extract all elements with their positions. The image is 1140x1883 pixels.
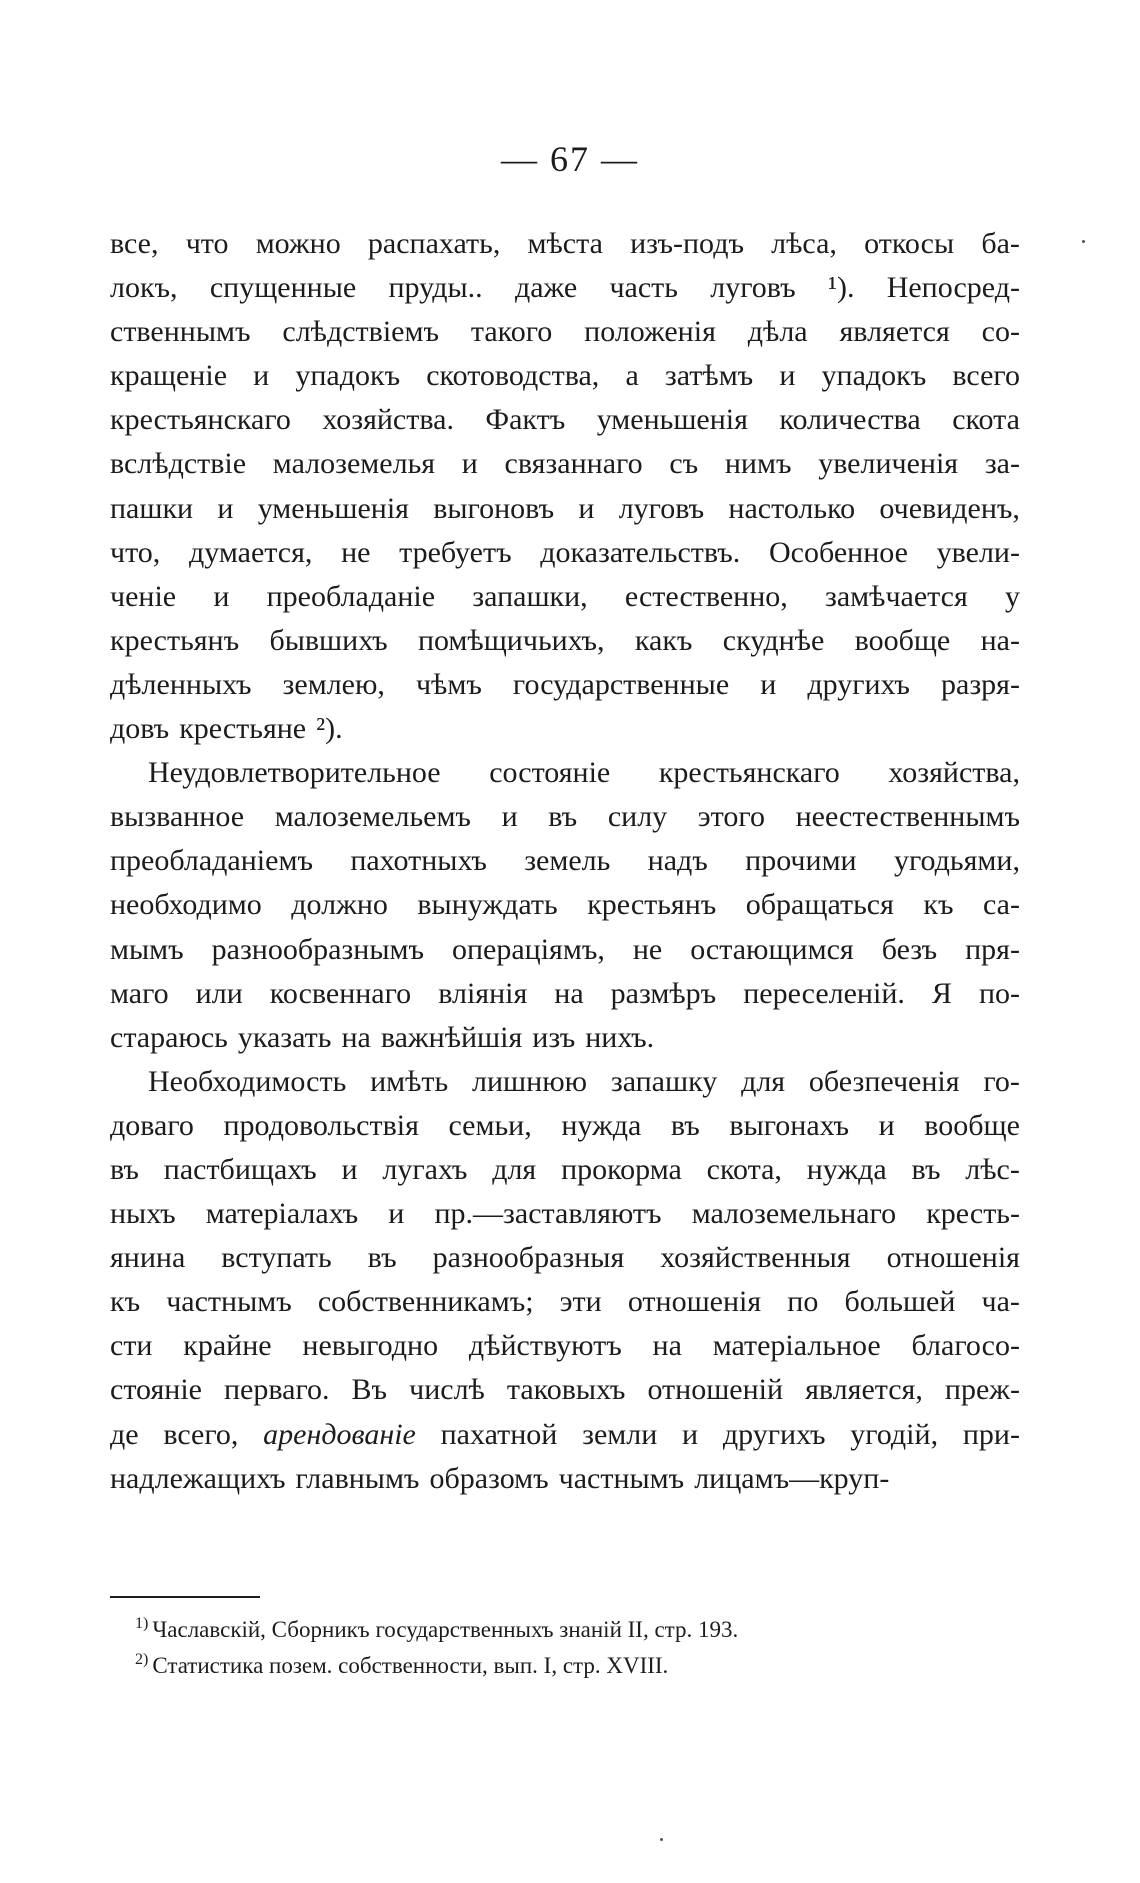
word: скота,	[706, 1152, 782, 1186]
word: де	[110, 1417, 139, 1451]
word: преобладаніе	[266, 579, 436, 613]
word: запашку	[610, 1064, 718, 1098]
text-line	[110, 1236, 1020, 1280]
word: положенія	[584, 315, 716, 349]
footnote-mark: 2)	[135, 1651, 149, 1668]
word: пруды..	[388, 271, 483, 305]
text-line	[110, 266, 1020, 310]
text-line	[110, 707, 1020, 751]
word: распахать,	[367, 227, 501, 260]
word: имѣть	[370, 1064, 449, 1098]
word: при-	[962, 1417, 1020, 1451]
word: арендованіе	[263, 1417, 416, 1451]
footnote-text: Статистика позем. собственности, вып. I, стр. XVIII.	[152, 1653, 669, 1678]
word: для	[741, 1064, 786, 1098]
word: дѣленныхъ	[110, 667, 252, 701]
word: въ	[367, 1241, 397, 1275]
text-line	[110, 398, 1020, 442]
word: лугахъ	[382, 1152, 468, 1186]
word: естественно,	[624, 579, 788, 613]
footnotes	[135, 1612, 955, 1684]
word: спущенные	[209, 271, 357, 305]
word: большей	[844, 1285, 956, 1319]
text-line	[110, 1016, 1020, 1060]
word: и	[217, 491, 234, 525]
text-line	[110, 531, 1020, 575]
text-line	[110, 310, 1020, 354]
text-line	[110, 1104, 1020, 1148]
word: преобладаніемъ	[110, 844, 313, 878]
word: настолько	[728, 491, 856, 525]
word: малоземелья	[272, 447, 436, 481]
word: затѣмъ	[664, 359, 754, 393]
word: мымъ	[110, 932, 184, 966]
word: безъ	[881, 932, 938, 966]
word: выгонахъ	[729, 1108, 850, 1142]
word: стараюсь	[110, 1020, 228, 1054]
word: количества	[779, 403, 921, 437]
word: вліянія	[438, 976, 528, 1010]
word: по-	[978, 976, 1020, 1010]
word: можно	[255, 227, 341, 260]
word: Особенное	[769, 535, 908, 569]
word: кращеніе	[110, 359, 228, 393]
word: размѣръ	[610, 976, 717, 1010]
word: продовольствія	[223, 1108, 419, 1142]
word: надлежащихъ	[110, 1461, 286, 1495]
word: матеріалахъ	[205, 1197, 359, 1231]
word: увеличенія	[818, 447, 959, 481]
word: стояніе	[110, 1373, 202, 1407]
word: ченіе	[110, 579, 177, 613]
word: земли	[582, 1417, 658, 1451]
word: прочими	[745, 844, 857, 878]
word: въ	[548, 800, 578, 834]
word: переселеній.	[743, 976, 905, 1010]
print-speck	[1082, 240, 1085, 243]
footnote-text: Чаславскій, Сборникъ государственныхъ знаній II, стр. 193.	[152, 1617, 739, 1642]
word: является	[839, 315, 950, 349]
word: не	[632, 932, 663, 966]
word: и	[388, 1197, 405, 1231]
word: по	[787, 1285, 819, 1319]
word: изъ	[532, 1020, 576, 1054]
word: ственнымъ	[110, 315, 251, 349]
word: и	[501, 800, 518, 834]
word: Неудовлетворительное	[148, 756, 441, 790]
word: ¹).	[827, 271, 855, 305]
text-line	[110, 1148, 1020, 1192]
word: угодьями,	[893, 844, 1020, 878]
word: выгоновъ	[433, 491, 555, 525]
word: вслѣдствіе	[110, 447, 247, 481]
paragraph	[110, 751, 1020, 1060]
word: пастбищахъ	[163, 1152, 317, 1186]
word: и	[878, 1108, 895, 1142]
word: думается,	[189, 535, 313, 569]
word: остающимся	[690, 932, 854, 966]
word: связаннаго	[504, 447, 643, 481]
word: локъ,	[110, 271, 178, 305]
word: надъ	[647, 844, 708, 878]
word: луговъ	[618, 491, 705, 525]
word: неестественнымъ	[795, 800, 1020, 834]
word: числѣ	[409, 1373, 485, 1407]
word: крестьянскаго	[110, 403, 291, 437]
word: запашки,	[472, 579, 588, 613]
word: лицамъ—круп-	[694, 1461, 890, 1495]
word: дѣйствуютъ	[468, 1329, 622, 1363]
text-line	[110, 972, 1020, 1016]
word: и	[682, 1417, 699, 1451]
word: довъ	[110, 712, 170, 746]
word: на	[652, 1329, 682, 1363]
word: прокорма	[561, 1152, 682, 1186]
word: пахатной	[440, 1417, 558, 1451]
word: что,	[110, 535, 161, 569]
word: этого	[697, 800, 765, 834]
word: уменьшенія	[596, 403, 748, 437]
word: частнымъ	[558, 1461, 685, 1495]
word: и	[461, 447, 478, 481]
word: разря-	[941, 667, 1020, 701]
word: и	[779, 359, 796, 393]
word: не	[341, 535, 371, 569]
footnote-divider	[110, 1596, 260, 1598]
word: хозяйственныя	[660, 1241, 851, 1275]
word: отношенія	[886, 1241, 1020, 1275]
print-speck	[660, 1838, 663, 1841]
word: и	[253, 359, 270, 393]
word: ныхъ	[110, 1197, 176, 1231]
footnote-mark: 1)	[135, 1615, 149, 1632]
paragraph	[110, 1060, 1020, 1501]
word: скота	[952, 403, 1020, 437]
word: съ	[669, 447, 699, 481]
word: кресть-	[926, 1197, 1020, 1231]
word: матеріальное	[712, 1329, 881, 1363]
word: состояніе	[489, 756, 611, 790]
word: отношеній	[647, 1373, 784, 1407]
word: разнообразнымъ	[211, 932, 424, 966]
word: является,	[805, 1373, 923, 1407]
word: и	[578, 491, 595, 525]
word: вынуждать	[417, 888, 558, 922]
word: скотоводства,	[426, 359, 600, 393]
paragraph	[110, 222, 1020, 751]
word: образомъ	[429, 1461, 549, 1495]
word: замѣчается	[825, 579, 968, 613]
text-line	[110, 795, 1020, 839]
word: важнѣйшія	[380, 1020, 523, 1054]
word: увели-	[936, 535, 1020, 569]
word: слѣдствіемъ	[282, 315, 439, 349]
word: землею,	[282, 667, 385, 701]
word: изъ-подъ	[630, 227, 744, 260]
word: чѣмъ	[415, 667, 482, 701]
word: указать	[237, 1020, 332, 1054]
word: за-	[984, 447, 1020, 481]
word: вообще	[924, 1108, 1020, 1142]
text-line	[110, 575, 1020, 619]
word: крайне	[183, 1329, 272, 1363]
word: необходимо	[110, 888, 262, 922]
text-line	[110, 751, 1020, 795]
word: доваго	[110, 1108, 194, 1142]
word: крестьяне	[179, 712, 307, 746]
word: ²).	[316, 712, 343, 746]
text-line	[110, 442, 1020, 486]
word: главнымъ	[295, 1461, 420, 1495]
word: откосы	[864, 227, 955, 260]
word: земель	[524, 844, 611, 878]
word: какъ	[634, 623, 693, 657]
word: го-	[983, 1064, 1020, 1098]
word: дѣла	[747, 315, 808, 349]
word: малоземельемъ	[274, 800, 471, 834]
word: государственные	[512, 667, 730, 701]
word: крестьянскаго	[658, 756, 840, 790]
word: въ	[110, 1152, 139, 1186]
word: нужда	[806, 1152, 887, 1186]
word: къ	[923, 888, 954, 922]
word: вызванное	[110, 800, 245, 834]
word: что	[185, 227, 229, 260]
word: пр.—заставляютъ	[434, 1197, 662, 1231]
text-line	[110, 354, 1020, 398]
word: обращаться	[745, 888, 894, 922]
text-line	[110, 839, 1020, 883]
word: другихъ	[722, 1417, 826, 1451]
word: со-	[981, 315, 1020, 349]
text-line	[110, 487, 1020, 531]
word: хозяйства,	[888, 756, 1020, 790]
word: косвеннаго	[269, 976, 412, 1010]
word: пахотныхъ	[350, 844, 487, 878]
word: нужда	[561, 1108, 642, 1142]
word: перваго.	[224, 1373, 330, 1407]
word: такого	[470, 315, 553, 349]
word: и	[213, 579, 230, 613]
word: и	[760, 667, 777, 701]
word: нимъ	[724, 447, 792, 481]
word: вступать	[221, 1241, 332, 1275]
word: пря-	[965, 932, 1020, 966]
word: доказательствъ.	[540, 535, 741, 569]
word: Непосред-	[886, 271, 1020, 305]
word: благосо-	[911, 1329, 1020, 1363]
word: Фактъ	[485, 403, 566, 437]
word: у	[1004, 579, 1020, 613]
word: на-	[980, 623, 1020, 657]
word: въ	[670, 1108, 700, 1142]
word: пашки	[110, 491, 194, 525]
word: упадокъ	[821, 359, 927, 393]
word: Необходимость	[148, 1064, 347, 1098]
word: всего,	[163, 1417, 239, 1451]
word: лѣс-	[965, 1152, 1020, 1186]
word: а	[625, 359, 639, 393]
word: маго	[110, 976, 169, 1010]
word: са-	[982, 888, 1020, 922]
word: другихъ	[807, 667, 910, 701]
word: скуднѣе	[722, 623, 825, 657]
word: часть	[609, 271, 678, 305]
word: сти	[110, 1329, 153, 1363]
text-line	[110, 1060, 1020, 1104]
word: помѣщичьихъ,	[417, 623, 605, 657]
word: силу	[607, 800, 668, 834]
text-line	[110, 1192, 1020, 1236]
word: даже	[514, 271, 578, 305]
word: должно	[291, 888, 388, 922]
word: очевиденъ,	[879, 491, 1020, 525]
word: все,	[110, 227, 159, 260]
text-line	[110, 619, 1020, 663]
word: или	[195, 976, 243, 1010]
word: и	[341, 1152, 358, 1186]
word: для	[492, 1152, 537, 1186]
text-line	[110, 1457, 1020, 1501]
word: малоземельнаго	[691, 1197, 897, 1231]
word: эти	[559, 1285, 602, 1319]
word: лѣса,	[771, 227, 837, 260]
word: крестьянъ	[587, 888, 717, 922]
word: операціямъ,	[451, 932, 605, 966]
word: семьи,	[448, 1108, 532, 1142]
word: янина	[110, 1241, 186, 1275]
word: ча-	[981, 1285, 1020, 1319]
word: преж-	[944, 1373, 1020, 1407]
word: разнообразныя	[432, 1241, 625, 1275]
page-number: — 67 —	[501, 139, 639, 179]
text-line	[110, 883, 1020, 927]
word: къ	[110, 1285, 141, 1319]
word: лишнюю	[472, 1064, 588, 1098]
word: собственникамъ;	[317, 1285, 534, 1319]
text-line	[110, 928, 1020, 972]
word: мѣста	[527, 227, 603, 260]
word: на	[341, 1020, 371, 1054]
text-line	[110, 1324, 1020, 1368]
word: невыгодно	[302, 1329, 439, 1363]
word: угодій,	[850, 1417, 939, 1451]
word: хозяйства.	[322, 403, 454, 437]
word: отношенія	[627, 1285, 762, 1319]
word: обезпеченія	[808, 1064, 960, 1098]
word: упадокъ	[295, 359, 401, 393]
text-line	[110, 663, 1020, 707]
word: таковыхъ	[506, 1373, 626, 1407]
text-line	[110, 1280, 1020, 1324]
word: на	[554, 976, 584, 1010]
text-line	[110, 1413, 1020, 1457]
footnote-2	[135, 1648, 955, 1684]
word: ба-	[981, 227, 1020, 260]
footnote-1	[135, 1612, 955, 1648]
word: Я	[931, 976, 952, 1010]
word: нихъ.	[585, 1020, 655, 1054]
word: луговъ	[710, 271, 796, 305]
word: бывшихъ	[269, 623, 388, 657]
text-line	[110, 222, 1020, 266]
body-text	[110, 222, 1020, 1501]
word: уменьшенія	[257, 491, 409, 525]
word: Въ	[351, 1373, 388, 1407]
word: вообще	[854, 623, 951, 657]
word: требуетъ	[399, 535, 512, 569]
word: въ	[911, 1152, 941, 1186]
text-line	[110, 1368, 1020, 1412]
word: всего	[952, 359, 1020, 393]
word: крестьянъ	[110, 623, 240, 657]
word: частнымъ	[166, 1285, 292, 1319]
